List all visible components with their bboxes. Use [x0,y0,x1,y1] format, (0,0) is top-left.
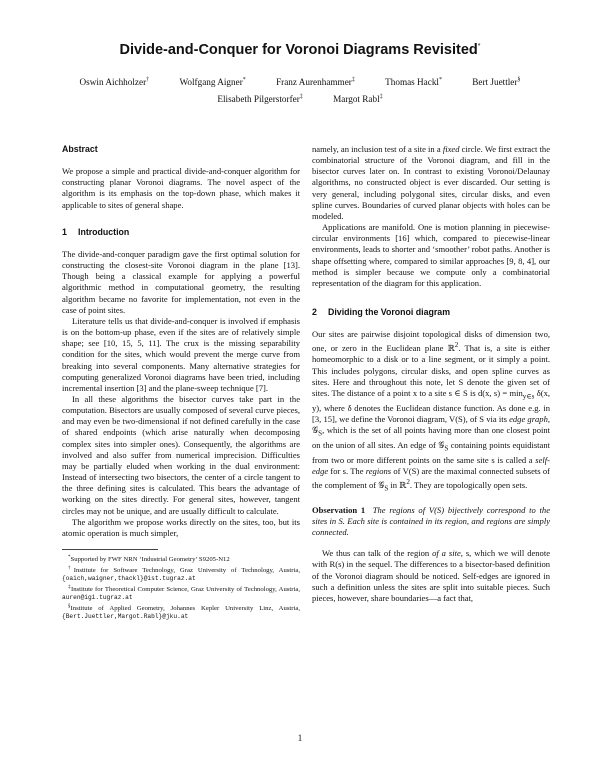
paragraph: In all these algorithms the bisector curves take part in the computation. Bisectors are usually composed of several curve pieces, and may even be two-dimensional if not defined carefully in the case of shared endpoints (which arise naturally when decomposing complex sites into simpler ones). Consequently, the algorithms are involved and also suffer from numerical imprecision. Difficulties may be partially eluded when working in the dual environment: Instead of intersecting two bisectors, the center of a circle tangent to the three defining sites is calculated. This bears the advantage of working on the sites directly. For general sites, however, tangent circles may not be unique, and are usually difficult to calculate. [62,393,300,516]
observation-text: The regions of V(S) bijectively correspond to the sites in S. Each site is contained in its region, and regions are simply connected. [312,504,550,538]
author-list-row-2 [40,94,560,104]
author: Bert Juettler§ [472,77,521,88]
paragraph: Applications are manifold. One is motion planning in piecewise-circular environments [16] which, compared to piecewise-linear environments, leads to shorter and ‘smoother’ robot paths. Another is shape offsetting where, compared to similar approaches [9, 8, 4], our method is simpler because we compute only a combinatorial representation of the diagram for this application. [312,222,550,288]
right-column [312,144,550,604]
section-heading-dividing: 2 Dividing the Voronoi diagram [312,307,451,318]
observation [312,505,550,538]
observation-label: Observation 1 [312,504,366,515]
page-number: 1 [297,733,303,743]
author: Wolfgang Aigner* [179,77,246,88]
author: Elisabeth Pilgerstorfer‡ [217,94,303,105]
footnote-email: {Bert.Juettler,Margot.Rabl}@jku.at [62,613,189,621]
abstract-text: We propose a simple and practical divide-and-conquer algorithm for constructing planar Voronoi diagrams. The novel aspect of the algorithm is its emphasis on the top-down phase, which makes it applicable to sites of general shape. [62,166,300,210]
author-list-row-1 [40,77,560,87]
section-heading-introduction: 1 Introduction [62,226,130,237]
left-column [62,144,300,622]
footnote: §Institute of Applied Geometry, Johannes Kepler University Linz, Austria, {Bert.Juettler,Margot.Rabl}@jku.at [62,603,300,621]
footnote: †Institute for Software Technology, Graz University of Technology, Austria, {oaich,waigner,thackl}@ist.tugraz.at [62,565,301,583]
paragraph: The divide-and-conquer paradigm gave the first optimal solution for constructing the closest-site Voronoi diagram in the plane [13]. Though being a classical example for applying a powerful algorithmic method in computational geometry, the resulting algorithm became no favorite for implementation, not even in the case of point sites. [62,248,300,315]
footnote: *Supported by FWF NRN ‘Industrial Geometry’ S9205-N12 [68,555,230,564]
footnote-email: auren@igi.tugraz.at [62,594,133,602]
paragraph: Our sites are pairwise disjoint topological disks of dimension two, one, or zero in the Euclidean plane ℝ$^2$. That is, a site is either homeomorphic to a disk or to a line segment, or it simply a point. This includes polygons, circular disks, and open spline curves as sites. Here and throughout this note, let S denote the given set of sites. The distance of a point x to a site s ∈ S is d(x, $s) = \min_{y\in s} \delta(x$, y), where δ denotes the Euclidean distance function. As done e.g. in [3, 15], we define the Voronoi diagram, V(S), of S via its edge graph, 𝒢$_S$, which is the set of all points having more than one closest point on the union of all sites. An edge of 𝒢$_S$ containing points equidistant from two or more different points on the same site s is called a self-edge for s. The regions of V(S) are the maximal connected subsets of the complement of 𝒢$_S$ in ℝ$^2$. They are topologically open sets. [312,329,551,493]
title-text: Divide-and-Conquer for Voronoi Diagrams Revisited [119,42,478,58]
footnote-divider [62,549,158,550]
paragraph: We thus can talk of the region of a site, s, which we will denote with R(s) in the sequel. The differences to a bisector-based definition of the Voronoi diagram should be noticed. Self-edges are ignored in such a definition unless the sites are split into suitable pieces. Such pieces, however, share boundaries—a fact that, [312,548,550,603]
footnote: ‡Institute for Theoretical Computer Science, Graz University of Technology, Austria, auren@igi.tugraz.at [62,584,300,602]
paragraph: The algorithm we propose works directly on the sites, too, but its atomic operation is much simpler, [62,516,300,538]
abstract-heading: Abstract [62,144,98,154]
paper-title [0,42,600,58]
paragraph: Literature tells us that divide-and-conquer is involved if emphasis is on the bottom-up phase, even if the sites are of relatively simple shape; see [10, 15, 5, 11]. The crux is the missing separability condition for the sites, which would prevent the merge curve from breaking into several components. Many alternative strategies for computing generalized Voronoi diagrams have been tried, including incremental insertion [3] and the plane-sweep technique [7]. [62,315,300,393]
author: Oswin Aichholzer† [79,77,150,88]
author: Thomas Hackl* [385,77,442,88]
paragraph: namely, an inclusion test of a site in a fixed circle. We first extract the combinatorial structure of the Voronoi diagram, and fill in the bisector curves later on. In contrast to existing Voronoi/Delaunay algorithms, no constructed object is ever discarded. Our setting is very general, including polygonal sites, circular disks, and even spline curves. Boundaries of curved planar objects with holes can be modeled. [312,144,550,221]
author: Franz Aurenhammer‡ [276,77,355,88]
footnote-email: {oaich,waigner,thackl}@ist.tugraz.at [62,575,196,583]
author: Margot Rabl‡ [333,94,383,105]
title-footnote-mark: * [477,43,481,51]
